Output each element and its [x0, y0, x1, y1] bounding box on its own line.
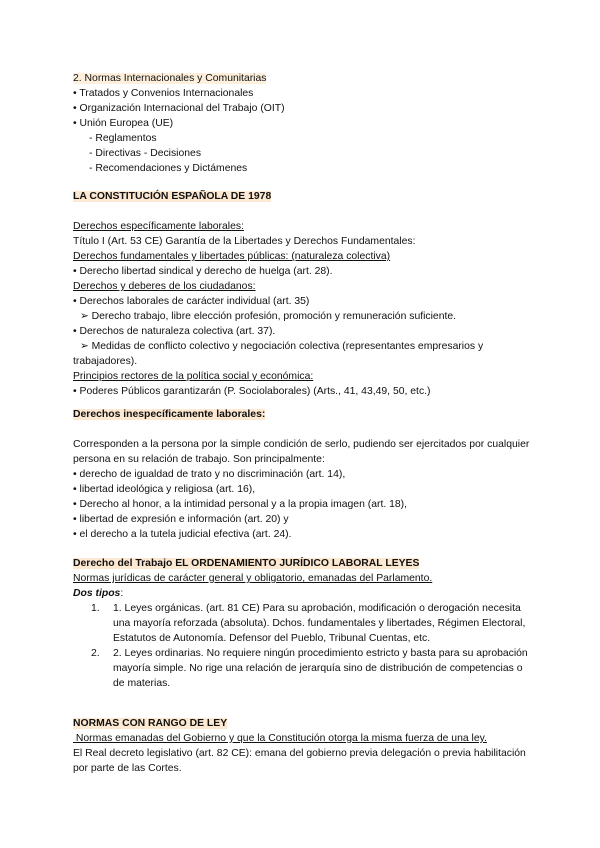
- section-rango-ley: [73, 716, 533, 776]
- constitucion-body: [73, 219, 533, 399]
- list-item: • libertad de expresión e información (art. 20) y: [73, 514, 289, 525]
- section-heading: Derecho del Trabajo EL ORDENAMIENTO JURÍDICO LABORAL LEYES: [73, 558, 420, 569]
- section-heading: Derechos inespecíficamente laborales:: [73, 409, 266, 420]
- subheading: Derechos específicamente laborales:: [73, 221, 244, 232]
- list-item: • Derechos laborales de carácter individual (art. 35): [73, 296, 310, 307]
- item-text: 2. Leyes ordinarias. No requiere ningún procedimiento estricto y basta para su aprobación mayoría simple. No rige una relación de jerarquía sino de distribución de competencias o de materias.: [113, 648, 528, 689]
- subheading: Normas jurídicas de carácter general y obligatorio, emanadas del Parlamento.: [73, 573, 433, 584]
- sub-item: - Directivas - Decisiones: [89, 148, 202, 159]
- item-text: 1. Leyes orgánicas. (art. 81 CE) Para su aprobación, modificación o derogación necesita una mayoría reforzada (absoluta). Dchos. fundamentales y libertades, Régimen Electoral, Estatutos de Autonomía. Defensor del Pueblo, Tribunal Cuentas, etc.: [113, 603, 526, 644]
- section-intl-norms: [73, 71, 533, 176]
- subheading: Derechos fundamentales y libertades públicas: (naturaleza colectiva): [73, 251, 391, 262]
- numbered-item: [73, 646, 533, 691]
- section-ordenamiento: [73, 556, 533, 691]
- tipos-colon: :: [120, 588, 124, 599]
- item-number: 2.: [91, 648, 100, 659]
- section-inespecificos: [73, 407, 533, 422]
- list-item: • Derecho libertad sindical y derecho de huelga (art. 28).: [73, 266, 333, 277]
- paragraph: El Real decreto legislativo (art. 82 CE): emana del gobierno previa delegación o previa habilitación por parte de las Cortes.: [73, 748, 526, 774]
- subheading: Principios rectores de la política social y económica:: [73, 371, 314, 382]
- arrow-item: ➢ Medidas de conflicto colectivo y negociación colectiva (representantes empresarios y trabajadores).: [73, 341, 484, 367]
- sub-item: - Recomendaciones y Dictámenes: [89, 163, 248, 174]
- list-item: • Organización Internacional del Trabajo (OIT): [73, 103, 285, 114]
- tipos-label: Dos tipos: [73, 588, 121, 599]
- list-item: • Derecho al honor, a la intimidad personal y a la propia imagen (art. 18),: [73, 499, 408, 510]
- list-item: • Poderes Públicos garantizarán (P. Sociolaborales) (Arts., 41, 43,49, 50, etc.): [73, 386, 431, 397]
- sub-item: - Reglamentos: [89, 133, 157, 144]
- section-heading: NORMAS CON RANGO DE LEY: [73, 718, 228, 729]
- inespecificos-body: [73, 437, 533, 542]
- list-item: • derecho de igualdad de trato y no discriminación (art. 14),: [73, 469, 346, 480]
- paragraph: Corresponden a la persona por la simple condición de serlo, pudiendo ser ejercitados por cualquier persona en su relación de trabajo. Son principalmente:: [73, 439, 530, 465]
- item-number: 1.: [91, 603, 100, 614]
- section-heading: LA CONSTITUCIÓN ESPAÑOLA DE 1978: [73, 191, 272, 202]
- section-constitucion: [73, 189, 533, 204]
- arrow-item: ➢ Derecho trabajo, libre elección profesión, promoción y remuneración suficiente.: [80, 311, 457, 322]
- list-item: • Tratados y Convenios Internacionales: [73, 88, 254, 99]
- subheading: Normas emanadas del Gobierno y que la Constitución otorga la misma fuerza de una ley.: [73, 733, 487, 744]
- list-item: • Derechos de naturaleza colectiva (art. 37).: [73, 326, 276, 337]
- list-item: • libertad ideológica y religiosa (art. 16),: [73, 484, 256, 495]
- section-heading: 2. Normas Internacionales y Comunitarias: [73, 73, 267, 84]
- list-item: • el derecho a la tutela judicial efectiva (art. 24).: [73, 529, 292, 540]
- numbered-item: [73, 601, 533, 646]
- subheading: Derechos y deberes de los ciudadanos:: [73, 281, 256, 292]
- list-item: • Unión Europea (UE): [73, 118, 174, 129]
- paragraph: Título I (Art. 53 CE) Garantía de la Libertades y Derechos Fundamentales:: [73, 236, 416, 247]
